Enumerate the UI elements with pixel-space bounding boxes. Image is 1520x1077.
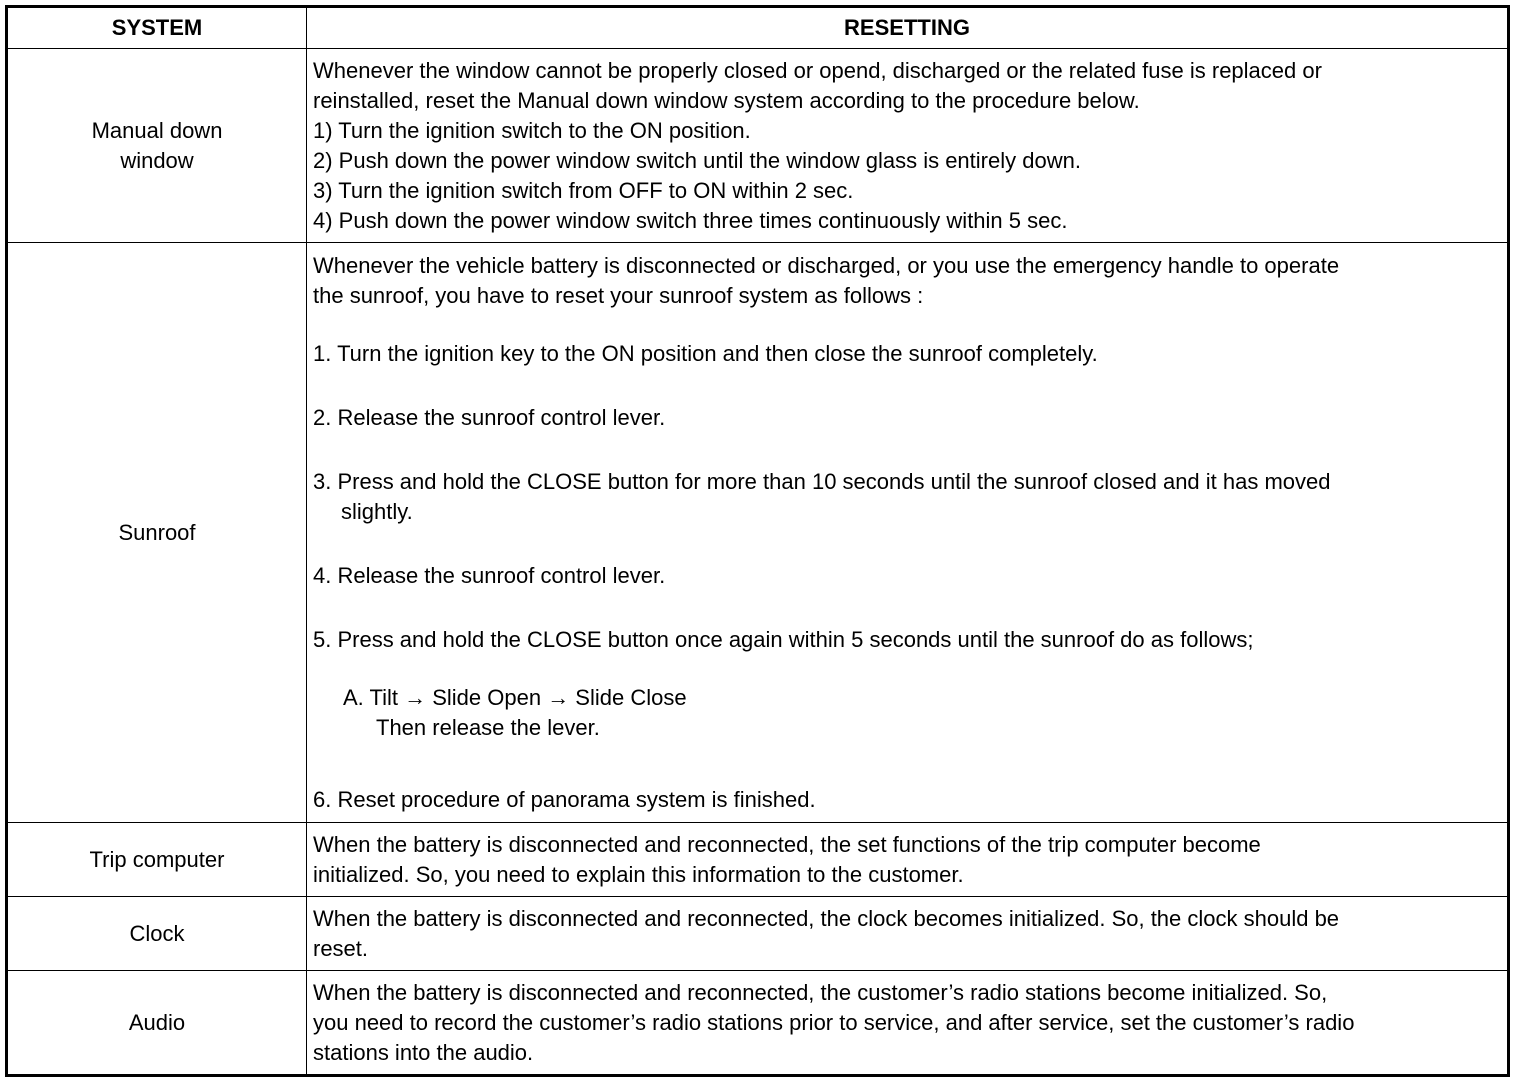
intro-text: the sunroof, you have to reset your sunroof system as follows : (313, 283, 924, 308)
system-cell-manual-down-window (7, 49, 307, 243)
intro-text: Whenever the window cannot be properly closed or opend, discharged or the related fuse is replaced or (313, 58, 1322, 83)
table-row-clock (7, 897, 1509, 971)
description-text: stations into the audio. (313, 1040, 534, 1065)
resetting-cell-trip-computer (307, 823, 1509, 897)
system-label-line: window (120, 147, 194, 173)
description-text: When the battery is disconnected and reconnected, the set functions of the trip computer become (313, 832, 1261, 857)
system-label-line: Manual down (91, 117, 223, 143)
resetting-cell-sunroof (307, 243, 1509, 823)
step-1: 1) Turn the ignition switch to the ON position. (313, 118, 751, 143)
system-cell-clock: Clock (7, 897, 307, 971)
step-2: 2. Release the sunroof control lever. (313, 405, 666, 430)
resetting-cell-clock (307, 897, 1509, 971)
intro-text: reinstalled, reset the Manual down window system according to the procedure below. (313, 88, 1140, 113)
resetting-table (5, 5, 1510, 1077)
system-cell-audio: Audio (7, 971, 307, 1076)
step-4: 4. Release the sunroof control lever. (313, 563, 666, 588)
step-2: 2) Push down the power window switch until the window glass is entirely down. (313, 148, 1081, 173)
step-3: 3. Press and hold the CLOSE button for more than 10 seconds until the sunroof closed and it has moved (313, 469, 1331, 494)
table-row-trip-computer (7, 823, 1509, 897)
header-resetting: RESETTING (307, 7, 1509, 49)
table-row-manual-down-window (7, 49, 1509, 243)
step-3: 3) Turn the ignition switch from OFF to ON within 2 sec. (313, 178, 854, 203)
description-text: reset. (313, 936, 369, 961)
step-6: 6. Reset procedure of panorama system is finished. (313, 787, 816, 812)
description-text: initialized. So, you need to explain this information to the customer. (313, 862, 964, 887)
resetting-cell-audio (307, 971, 1509, 1076)
sub-step-a: A. Tilt → Slide Open → Slide Close (343, 685, 687, 710)
step-1: 1. Turn the ignition key to the ON position and then close the sunroof completely. (313, 341, 1098, 366)
description-text: When the battery is disconnected and reconnected, the clock becomes initialized. So, the clock should be (313, 906, 1340, 931)
description-text: you need to record the customer’s radio stations prior to service, and after service, set the customer’s radio (313, 1010, 1355, 1035)
resetting-cell-manual-down-window (307, 49, 1509, 243)
step-3-continued: slightly. (341, 499, 413, 524)
table-row-audio (7, 971, 1509, 1076)
description-text: When the battery is disconnected and reconnected, the customer’s radio stations become initialized. So, (313, 980, 1328, 1005)
system-cell-trip-computer: Trip computer (7, 823, 307, 897)
step-5: 5. Press and hold the CLOSE button once again within 5 seconds until the sunroof do as follows; (313, 627, 1254, 652)
step-4: 4) Push down the power window switch three times continuously within 5 sec. (313, 208, 1068, 233)
sub-step-a-continued: Then release the lever. (376, 715, 600, 740)
table-row-sunroof (7, 243, 1509, 823)
header-system: SYSTEM (7, 7, 307, 49)
intro-text: Whenever the vehicle battery is disconnected or discharged, or you use the emergency handle to operate (313, 253, 1340, 278)
system-cell-sunroof: Sunroof (7, 243, 307, 823)
table-header-row (7, 7, 1509, 49)
